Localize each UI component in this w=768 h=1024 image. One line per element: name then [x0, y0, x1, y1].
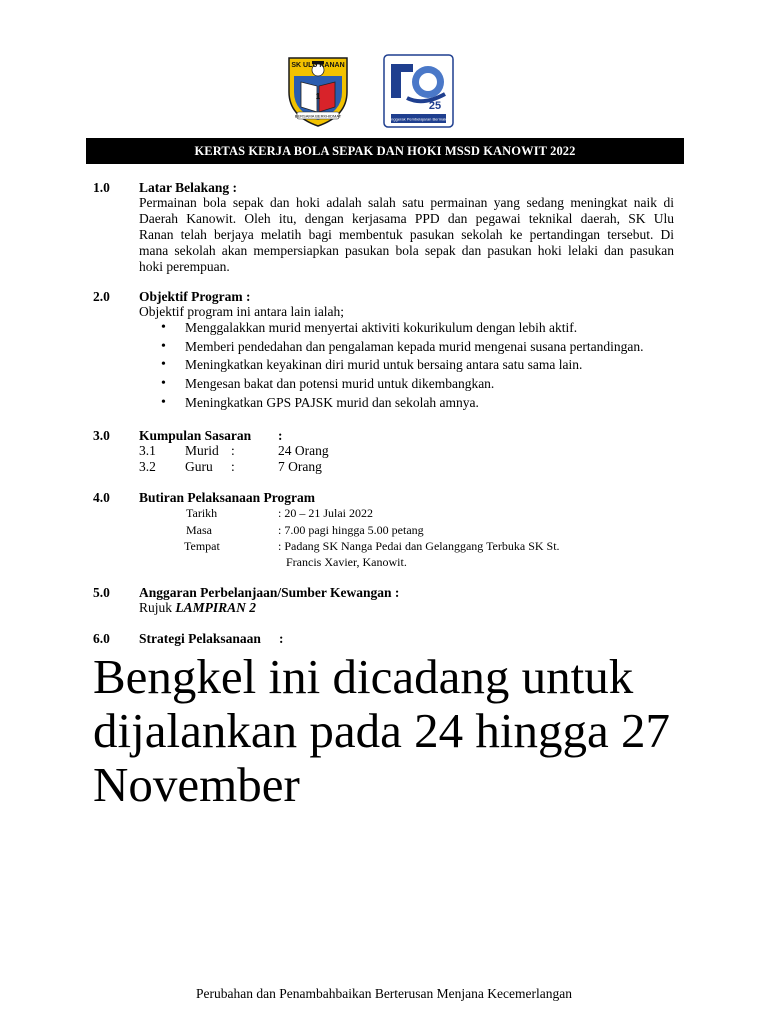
list-item: • Memberi pendedahan dan pengalaman kepada murid mengenai susana pertandingan. [139, 338, 699, 357]
detail-value: : 7.00 pagi hingga 5.00 petang [278, 523, 424, 537]
svg-text:BERSAMA BERKHIDMAT: BERSAMA BERKHIDMAT [294, 113, 342, 119]
target-row-label: Guru [185, 459, 213, 474]
section-3-number: 3.0 [93, 428, 110, 443]
svg-text:1: 1 [315, 92, 321, 101]
section-2-intro: Objektif program ini antara lain ialah; [139, 304, 345, 319]
body-line: Daerah Kanowit. Oleh itu, dengan kerjasama PPD dan pegawai teknikal daerah, SK Ulu [139, 211, 674, 226]
section-5-number: 5.0 [93, 585, 110, 600]
svg-text:SK ULU RANAN: SK ULU RANAN [291, 62, 345, 69]
section-5-title: Anggaran Perbelanjaan/Sumber Kewangan : [139, 585, 400, 600]
list-item: • Menggalakkan murid menyertai aktiviti kokurikulum dengan lebih aktif. [139, 319, 699, 338]
section-3-colon: : [278, 428, 283, 443]
workshop-date-statement: Bengkel ini dicadang untuk dijalankan pada 24 hingga 27 November [93, 649, 670, 812]
list-item: • Meningkatkan GPS PAJSK murid dan sekolah amnya. [139, 394, 699, 413]
detail-value-continuation: Francis Xavier, Kanowit. [286, 555, 407, 569]
body-line: mana sekolah akan mempersiapkan pasukan bola sepak dan pasukan hoki lelaki dan pasukan [139, 243, 674, 258]
section-2-title: Objektif Program : [139, 289, 251, 304]
budget-reference [139, 600, 256, 616]
target-row-value: 7 Orang [278, 459, 322, 474]
objective-list [139, 319, 699, 412]
svg-text:25: 25 [428, 100, 442, 112]
body-line: Permainan bola sepak dan hoki adalah salah satu permainan yang sedang meningkat naik di [139, 195, 674, 210]
section-3-title: Kumpulan Sasaran [139, 428, 252, 443]
section-1-title: Latar Belakang : [139, 180, 238, 195]
list-item: • Mengesan bakat dan potensi murid untuk dikembangkan. [139, 375, 699, 394]
section-4-number: 4.0 [93, 490, 110, 505]
detail-value: : 20 – 21 Julai 2022 [278, 506, 373, 520]
body-line: hoki perempuan. [139, 259, 230, 274]
budget-reference-prefix: Rujuk [139, 600, 176, 615]
section-2-number: 2.0 [93, 289, 110, 304]
ministry-25-logo [383, 54, 454, 128]
detail-label: Masa [186, 523, 212, 537]
document-title-banner: KERTAS KERJA BOLA SEPAK DAN HOKI MSSD KANOWIT 2022 [86, 138, 684, 164]
target-row-colon: : [231, 459, 235, 474]
detail-label: Tarikh [186, 506, 218, 520]
section-1-body [139, 195, 674, 275]
list-item: • Meningkatkan keyakinan diri murid untuk bersaing antara satu sama lain. [139, 356, 699, 375]
svg-text:Penggerak Pembelajaran Bermakn: Penggerak Pembelajaran Bermakna [386, 116, 451, 122]
target-row-number: 3.2 [139, 459, 156, 474]
section-4-title: Butiran Pelaksanaan Program [139, 490, 316, 505]
target-row-value: 24 Orang [278, 443, 329, 458]
detail-label: Tempat [184, 539, 220, 553]
section-6-colon: : [279, 631, 284, 646]
section-6-title: Strategi Pelaksanaan [139, 631, 261, 646]
section-1-number: 1.0 [93, 180, 110, 195]
footer-slogan: Perubahan dan Penambahbaikan Berterusan Menjana Kecemerlangan [196, 986, 572, 1001]
target-row-colon: : [231, 443, 235, 458]
section-6-number: 6.0 [93, 631, 110, 646]
school-crest-logo [283, 52, 353, 128]
body-line: Ranan telah berjaya melatih bagi membentuk pasukan sekolah ke pertandingan tersebut. Di [139, 227, 674, 242]
target-row-number: 3.1 [139, 443, 156, 458]
detail-value: : Padang SK Nanga Pedai dan Gelanggang Terbuka SK St. [278, 539, 560, 553]
target-row-label: Murid [185, 443, 219, 458]
budget-reference-value: LAMPIRAN 2 [175, 600, 257, 615]
